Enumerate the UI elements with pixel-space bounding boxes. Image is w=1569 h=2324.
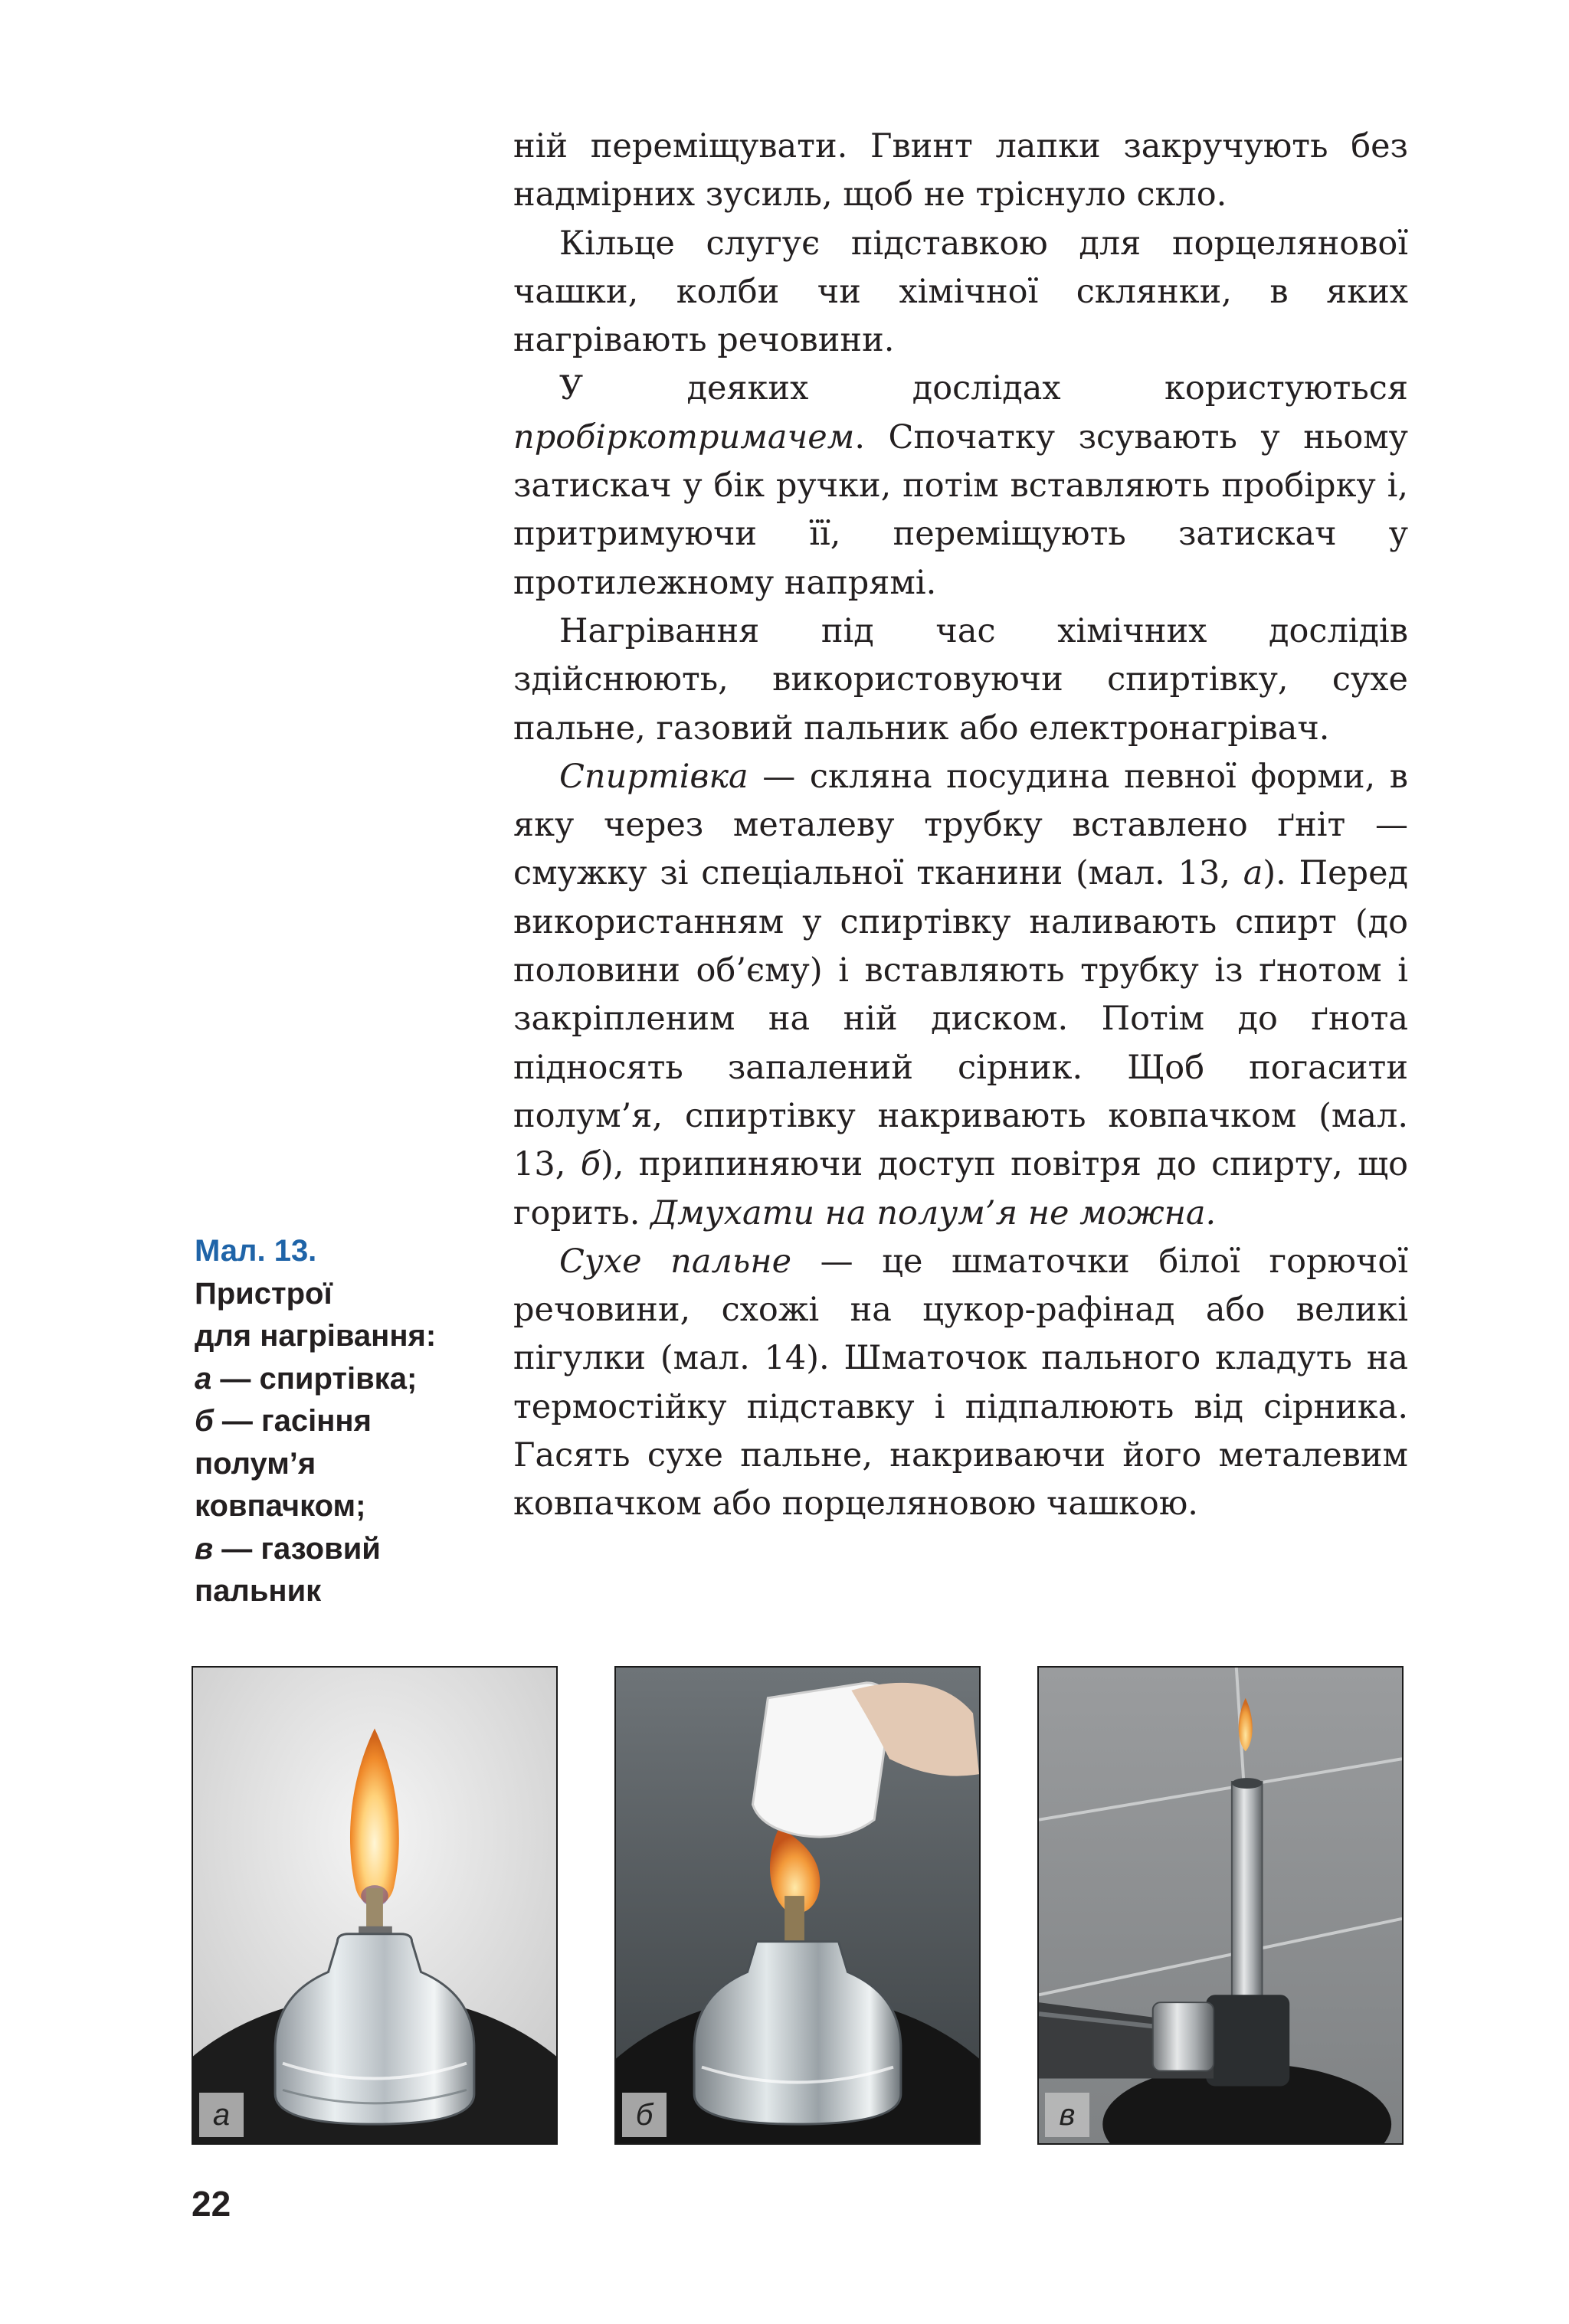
figure-ref-b: б — [580, 1145, 601, 1184]
caption-letter-b: б — [195, 1404, 214, 1438]
figure-ref-a: а — [1243, 854, 1263, 893]
caption-text-b: — гасіння — [213, 1404, 372, 1438]
caption-letter-c: в — [195, 1531, 214, 1566]
caption-text-a: — спиртівка; — [211, 1361, 418, 1396]
page-number: 22 — [192, 2184, 231, 2224]
photo-extinguishing-cap — [614, 1666, 981, 2145]
paragraph-3-text-b: . Спочатку зсувають у ньому затискач у бік ручки, потім вставляють пробірку і, притримуючи її, переміщують затискач у протилежному напрямі. — [513, 417, 1408, 602]
extinguishing-cap-photo-icon — [616, 1668, 979, 2143]
caption-line-1: Пристрої — [195, 1276, 332, 1311]
safety-warning: Дмухати на полум’я не можна. — [650, 1193, 1217, 1232]
spirit-lamp-photo-icon — [193, 1668, 556, 2143]
figure-caption — [195, 1230, 486, 1613]
main-text-column — [513, 123, 1408, 1529]
caption-line-6: ковпачком; — [195, 1489, 366, 1523]
paragraph-6 — [513, 1238, 1408, 1529]
paragraph-2: Кільце слугує підставкою для порцелянової чашки, колби чи хімічної склянки, в яких нагрівають речовини. — [513, 224, 1408, 360]
caption-line-5: полум’я — [195, 1446, 316, 1481]
photo-label-a: а — [199, 2093, 244, 2137]
photo-gas-burner — [1037, 1666, 1404, 2145]
paragraph-3 — [513, 365, 1408, 607]
paragraph-5 — [513, 753, 1408, 1238]
paragraph-4: Нагрівання під час хімічних дослідів здійснюють, використовуючи спиртівку, сухе пальне, газовий пальник або електронагрівач. — [513, 611, 1408, 748]
paragraph-3-text-a: У деяких дослідах користуються — [559, 369, 1408, 408]
photo-spirit-lamp — [192, 1666, 558, 2145]
caption-letter-a: а — [195, 1361, 212, 1396]
paragraph-1: ній переміщувати. Гвинт лапки закручують без надмірних зусиль, щоб не тріснуло скло. — [513, 127, 1408, 214]
caption-line-b — [195, 1400, 486, 1443]
caption-line-8: пальник — [195, 1574, 322, 1608]
caption-line-2: для нагрівання: — [195, 1319, 437, 1353]
term-test-tube-holder: пробіркотримачем — [513, 417, 855, 457]
caption-title: Мал. 13. — [195, 1234, 317, 1268]
caption-line-c — [195, 1528, 486, 1571]
term-dry-fuel: Сухе пальне — [559, 1242, 792, 1281]
paragraph-5-text-c: ), припиняючи доступ повітря до спирту, що горить. — [513, 1145, 1408, 1232]
photo-label-b: б — [622, 2093, 667, 2137]
paragraph-5-text-b: ). Перед використанням у спиртівку наливають спирт (до половини об’єму) і вставляють трубку із ґнотом і закріпленим на ній диском. Потім до ґнота підносять запалений сірник. Щоб погасити полум’я, спиртівку накривають ковпачком (мал. 13, — [513, 854, 1408, 1184]
paragraph-6-text: — це шматочки білої горючої речовини, схожі на цукор-рафінад або великі пігулки (мал. 14). Шматочок пального кладуть на термостійку підставку і підпалюють від сірника. Гасять сухе пальне, накриваючи його металевим ковпачком або порцеляновою чашкою. — [513, 1242, 1409, 1524]
caption-line-a — [195, 1358, 486, 1401]
gas-burner-photo-icon — [1039, 1668, 1402, 2143]
term-spirit-lamp: Спиртівка — [559, 757, 748, 796]
paragraph-5-text-a: — скляна посудина певної форми, в яку через металеву трубку вставлено ґніт — смужку зі спеціальної тканини (мал. 13, — [513, 757, 1408, 893]
caption-text-c: — газовий — [213, 1531, 381, 1566]
photo-label-c: в — [1045, 2093, 1089, 2137]
